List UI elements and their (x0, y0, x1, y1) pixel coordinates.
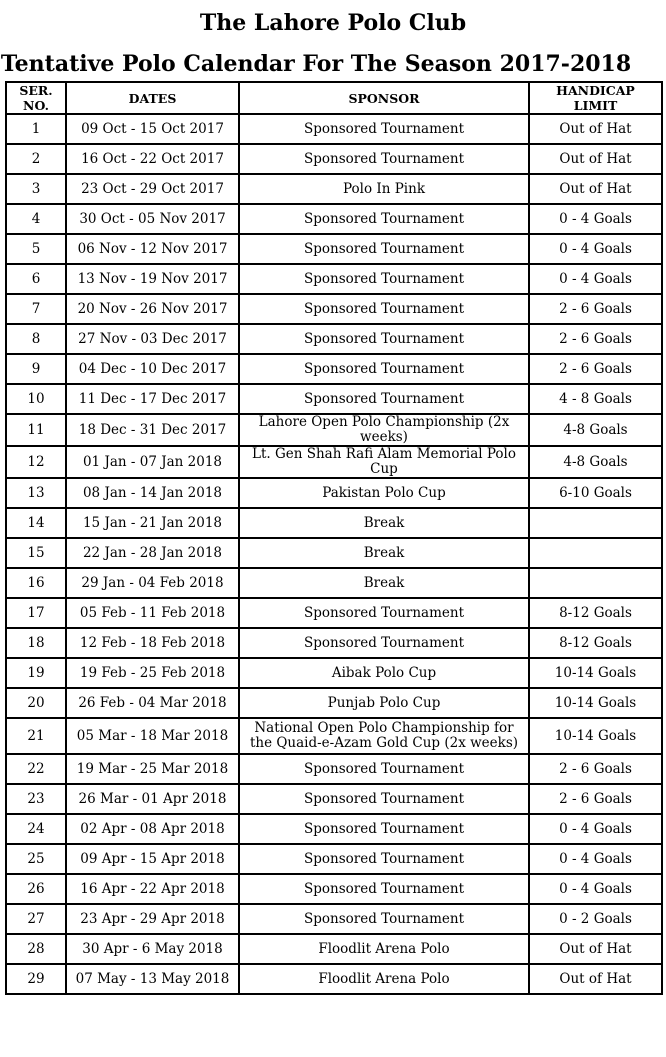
header-handicap-limit: HANDICAP LIMIT (529, 82, 662, 114)
cell-ser-no: 2 (6, 144, 66, 174)
cell-sponsor: Sponsored Tournament (239, 874, 529, 904)
cell-handicap-limit: 0 - 4 Goals (529, 814, 662, 844)
cell-ser-no: 22 (6, 754, 66, 784)
cell-sponsor: Sponsored Tournament (239, 204, 529, 234)
cell-handicap-limit: 10-14 Goals (529, 658, 662, 688)
cell-handicap-limit: 0 - 4 Goals (529, 264, 662, 294)
cell-dates: 26 Feb - 04 Mar 2018 (66, 688, 239, 718)
cell-sponsor: Sponsored Tournament (239, 598, 529, 628)
cell-dates: 19 Feb - 25 Feb 2018 (66, 658, 239, 688)
table-row (6, 324, 662, 354)
cell-sponsor: Punjab Polo Cup (239, 688, 529, 718)
cell-dates: 20 Nov - 26 Nov 2017 (66, 294, 239, 324)
cell-sponsor: Sponsored Tournament (239, 114, 529, 144)
table-row (6, 964, 662, 994)
cell-handicap-limit: 8-12 Goals (529, 628, 662, 658)
cell-sponsor: Floodlit Arena Polo (239, 964, 529, 994)
table-row (6, 174, 662, 204)
cell-handicap-limit (529, 568, 662, 598)
cell-ser-no: 5 (6, 234, 66, 264)
cell-sponsor: Sponsored Tournament (239, 814, 529, 844)
cell-ser-no: 26 (6, 874, 66, 904)
cell-handicap-limit: Out of Hat (529, 144, 662, 174)
table-row (6, 294, 662, 324)
cell-dates: 15 Jan - 21 Jan 2018 (66, 508, 239, 538)
cell-handicap-limit: Out of Hat (529, 934, 662, 964)
cell-dates: 23 Apr - 29 Apr 2018 (66, 904, 239, 934)
cell-handicap-limit: 4-8 Goals (529, 446, 662, 478)
cell-dates: 01 Jan - 07 Jan 2018 (66, 446, 239, 478)
page-subtitle: Tentative Polo Calendar For The Season 2017-2018 (0, 51, 632, 77)
cell-ser-no: 18 (6, 628, 66, 658)
table-row (6, 904, 662, 934)
table-row (6, 688, 662, 718)
cell-ser-no: 3 (6, 174, 66, 204)
cell-sponsor: Sponsored Tournament (239, 294, 529, 324)
cell-sponsor: Sponsored Tournament (239, 384, 529, 414)
cell-handicap-limit: 10-14 Goals (529, 688, 662, 718)
cell-sponsor: Sponsored Tournament (239, 144, 529, 174)
table-row (6, 144, 662, 174)
page-title: The Lahore Polo Club (199, 10, 467, 36)
table-row (6, 784, 662, 814)
cell-ser-no: 9 (6, 354, 66, 384)
table-row (6, 628, 662, 658)
cell-dates: 16 Oct - 22 Oct 2017 (66, 144, 239, 174)
cell-dates: 07 May - 13 May 2018 (66, 964, 239, 994)
cell-handicap-limit: Out of Hat (529, 174, 662, 204)
table-row (6, 508, 662, 538)
table-row (6, 204, 662, 234)
cell-handicap-limit: 8-12 Goals (529, 598, 662, 628)
cell-ser-no: 16 (6, 568, 66, 598)
cell-ser-no: 15 (6, 538, 66, 568)
cell-handicap-limit: Out of Hat (529, 114, 662, 144)
cell-dates: 08 Jan - 14 Jan 2018 (66, 478, 239, 508)
cell-ser-no: 6 (6, 264, 66, 294)
table-row (6, 718, 662, 754)
cell-handicap-limit: 10-14 Goals (529, 718, 662, 754)
cell-sponsor: Sponsored Tournament (239, 844, 529, 874)
cell-dates: 09 Apr - 15 Apr 2018 (66, 844, 239, 874)
table-row (6, 538, 662, 568)
cell-handicap-limit: 2 - 6 Goals (529, 354, 662, 384)
cell-dates: 26 Mar - 01 Apr 2018 (66, 784, 239, 814)
cell-handicap-limit: 0 - 4 Goals (529, 874, 662, 904)
cell-dates: 11 Dec - 17 Dec 2017 (66, 384, 239, 414)
cell-handicap-limit: 0 - 2 Goals (529, 904, 662, 934)
cell-sponsor: Sponsored Tournament (239, 784, 529, 814)
cell-ser-no: 4 (6, 204, 66, 234)
cell-sponsor: Break (239, 568, 529, 598)
cell-dates: 30 Apr - 6 May 2018 (66, 934, 239, 964)
cell-ser-no: 1 (6, 114, 66, 144)
cell-sponsor: Polo In Pink (239, 174, 529, 204)
cell-dates: 29 Jan - 04 Feb 2018 (66, 568, 239, 598)
header-ser-no: SER. NO. (6, 82, 66, 114)
table-row (6, 874, 662, 904)
table-row (6, 234, 662, 264)
calendar-table (5, 81, 663, 995)
cell-sponsor: Sponsored Tournament (239, 234, 529, 264)
cell-sponsor: Pakistan Polo Cup (239, 478, 529, 508)
cell-handicap-limit: 4-8 Goals (529, 414, 662, 446)
cell-sponsor: Sponsored Tournament (239, 264, 529, 294)
cell-handicap-limit: 2 - 6 Goals (529, 754, 662, 784)
table-row (6, 414, 662, 446)
header-sponsor: SPONSOR (239, 82, 529, 114)
cell-ser-no: 24 (6, 814, 66, 844)
cell-handicap-limit: 4 - 8 Goals (529, 384, 662, 414)
cell-ser-no: 17 (6, 598, 66, 628)
cell-ser-no: 10 (6, 384, 66, 414)
cell-dates: 12 Feb - 18 Feb 2018 (66, 628, 239, 658)
cell-sponsor: Sponsored Tournament (239, 904, 529, 934)
calendar-body (6, 114, 662, 994)
cell-ser-no: 23 (6, 784, 66, 814)
cell-handicap-limit: 0 - 4 Goals (529, 204, 662, 234)
cell-ser-no: 13 (6, 478, 66, 508)
table-row (6, 658, 662, 688)
cell-dates: 27 Nov - 03 Dec 2017 (66, 324, 239, 354)
cell-dates: 19 Mar - 25 Mar 2018 (66, 754, 239, 784)
cell-sponsor: National Open Polo Championship for the Quaid-e-Azam Gold Cup (2x weeks) (239, 718, 529, 754)
cell-dates: 13 Nov - 19 Nov 2017 (66, 264, 239, 294)
cell-ser-no: 8 (6, 324, 66, 354)
cell-sponsor: Floodlit Arena Polo (239, 934, 529, 964)
cell-sponsor: Lt. Gen Shah Rafi Alam Memorial Polo Cup (239, 446, 529, 478)
cell-ser-no: 20 (6, 688, 66, 718)
header-dates: DATES (66, 82, 239, 114)
table-row (6, 814, 662, 844)
cell-sponsor: Sponsored Tournament (239, 324, 529, 354)
cell-sponsor: Break (239, 508, 529, 538)
cell-sponsor: Break (239, 538, 529, 568)
cell-handicap-limit: 2 - 6 Goals (529, 324, 662, 354)
cell-dates: 22 Jan - 28 Jan 2018 (66, 538, 239, 568)
cell-ser-no: 29 (6, 964, 66, 994)
cell-ser-no: 27 (6, 904, 66, 934)
table-row (6, 354, 662, 384)
cell-ser-no: 25 (6, 844, 66, 874)
cell-handicap-limit: 2 - 6 Goals (529, 294, 662, 324)
cell-ser-no: 19 (6, 658, 66, 688)
cell-sponsor: Sponsored Tournament (239, 628, 529, 658)
cell-dates: 06 Nov - 12 Nov 2017 (66, 234, 239, 264)
cell-ser-no: 7 (6, 294, 66, 324)
cell-dates: 23 Oct - 29 Oct 2017 (66, 174, 239, 204)
cell-sponsor: Lahore Open Polo Championship (2x weeks) (239, 414, 529, 446)
header-row (6, 82, 662, 114)
cell-handicap-limit: 0 - 4 Goals (529, 234, 662, 264)
table-row (6, 478, 662, 508)
cell-handicap-limit (529, 538, 662, 568)
cell-ser-no: 12 (6, 446, 66, 478)
cell-ser-no: 21 (6, 718, 66, 754)
table-row (6, 264, 662, 294)
cell-handicap-limit (529, 508, 662, 538)
table-row (6, 934, 662, 964)
cell-ser-no: 28 (6, 934, 66, 964)
cell-dates: 05 Mar - 18 Mar 2018 (66, 718, 239, 754)
table-row (6, 384, 662, 414)
cell-ser-no: 11 (6, 414, 66, 446)
cell-dates: 09 Oct - 15 Oct 2017 (66, 114, 239, 144)
cell-dates: 02 Apr - 08 Apr 2018 (66, 814, 239, 844)
cell-sponsor: Sponsored Tournament (239, 754, 529, 784)
cell-handicap-limit: Out of Hat (529, 964, 662, 994)
cell-dates: 16 Apr - 22 Apr 2018 (66, 874, 239, 904)
cell-sponsor: Sponsored Tournament (239, 354, 529, 384)
table-row (6, 568, 662, 598)
cell-sponsor: Aibak Polo Cup (239, 658, 529, 688)
table-row (6, 754, 662, 784)
cell-handicap-limit: 6-10 Goals (529, 478, 662, 508)
cell-ser-no: 14 (6, 508, 66, 538)
cell-handicap-limit: 2 - 6 Goals (529, 784, 662, 814)
cell-dates: 18 Dec - 31 Dec 2017 (66, 414, 239, 446)
cell-handicap-limit: 0 - 4 Goals (529, 844, 662, 874)
cell-dates: 30 Oct - 05 Nov 2017 (66, 204, 239, 234)
cell-dates: 05 Feb - 11 Feb 2018 (66, 598, 239, 628)
table-row (6, 844, 662, 874)
table-row (6, 114, 662, 144)
table-row (6, 446, 662, 478)
cell-dates: 04 Dec - 10 Dec 2017 (66, 354, 239, 384)
table-row (6, 598, 662, 628)
